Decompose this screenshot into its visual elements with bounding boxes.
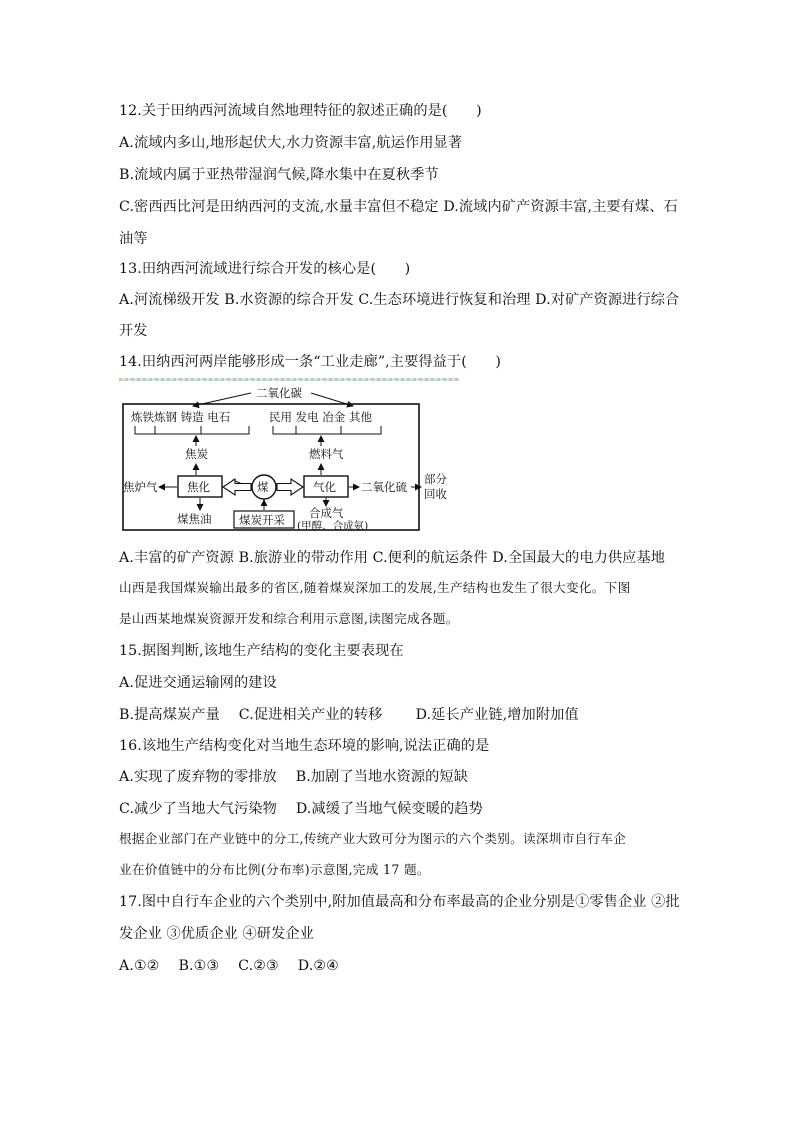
diagram-mining: 煤炭开采 (239, 513, 285, 527)
question-16-options-ab: A.实现了废弃物的零排放 B.加剧了当地水资源的短缺 (119, 769, 469, 785)
passage-shenzhen-2: 业在价值链中的分布比例(分布率)示意图,完成 17 题。 (119, 862, 430, 877)
diagram-fuel-gas: 燃料气 (309, 447, 344, 461)
diagram-coking: 焦化 (187, 480, 210, 494)
question-16-stem: 16.该地生产结构变化对当地生态环境的影响,说法正确的是 (119, 738, 490, 754)
question-12-option-d-cont: 油等 (119, 231, 148, 247)
diagram-coke: 焦炭 (185, 447, 208, 461)
coal-utilization-diagram (121, 384, 447, 534)
question-13-stem: 13.田纳西河流域进行综合开发的核心是( ) (119, 261, 411, 277)
diagram-gasification: 气化 (313, 480, 336, 494)
question-14-options: A.丰富的矿产资源 B.旅游业的带动作用 C.便利的航运条件 D.全国最大的电力供应基地 (119, 550, 666, 566)
diagram-so2: 二氧化硫 (361, 480, 407, 494)
question-15-options-bcd: B.提高煤炭产量 C.促进相关产业的转移 D.延长产业链,增加附加值 (119, 707, 579, 723)
diagram-syngas: 合成气 (309, 506, 344, 520)
passage-shanxi-2: 是山西某地煤炭资源开发和综合利用示意图,读图完成各题。 (119, 611, 459, 626)
question-14-stem: 14.田纳西河两岸能够形成一条“工业走廊”,主要得益于( ) (119, 354, 502, 370)
diagram-co2-top: 二氧化碳 (256, 386, 302, 400)
question-15-stem: 15.据图判断,该地生产结构的变化主要表现在 (119, 643, 404, 659)
diagram-recovery: 回收 (424, 487, 447, 501)
separator-line (119, 378, 459, 381)
passage-shanxi-1: 山西是我国煤炭输出最多的省区,随着煤炭深加工的发展,生产结构也发生了很大变化。下图 (119, 580, 631, 595)
passage-shenzhen-1: 根据企业部门在产业链中的分工,传统产业大致可分为图示的六个类别。读深圳市自行车企 (119, 831, 627, 846)
question-17-stem-cont: 发企业 ③优质企业 ④研发企业 (119, 926, 314, 942)
question-12-stem: 12.关于田纳西河流域自然地理特征的叙述正确的是( ) (119, 103, 482, 119)
diagram-syngas-detail: (甲醇、合成氨) (297, 520, 369, 532)
question-17-stem: 17.图中自行车企业的六个类别中,附加值最高和分布率最高的企业分别是①零售企业 ②批 (119, 894, 680, 910)
diagram-right-uses: 民用 发电 冶金 其他 (269, 410, 372, 424)
question-15-option-a: A.促进交通运输网的建设 (119, 675, 277, 691)
diagram-partial: 部分 (424, 472, 447, 486)
diagram-left-uses: 炼铁炼钢 铸造 电石 (131, 410, 231, 424)
question-17-options: A.①② B.①③ C.②③ D.②④ (119, 958, 339, 974)
diagram-coal: 煤 (257, 480, 269, 494)
diagram-coke-oven-gas: 焦炉气 (123, 480, 158, 494)
diagram-coal-tar: 煤焦油 (177, 512, 212, 526)
question-12-option-b: B.流域内属于亚热带湿润气候,降水集中在夏秋季节 (119, 167, 439, 183)
question-13-options: A.河流梯级开发 B.水资源的综合开发 C.生态环境进行恢复和治理 D.对矿产资源进行综合 (119, 292, 680, 308)
question-13-options-cont: 开发 (119, 323, 148, 339)
question-12-option-c-d: C.密西西比河是田纳西河的支流,水量丰富但不稳定 D.流域内矿产资源丰富,主要有煤、石 (119, 199, 678, 215)
question-16-options-cd: C.减少了当地大气污染物 D.减缓了当地气候变暖的趋势 (119, 801, 483, 817)
question-12-option-a: A.流域内多山,地形起伏大,水力资源丰富,航运作用显著 (119, 135, 463, 151)
